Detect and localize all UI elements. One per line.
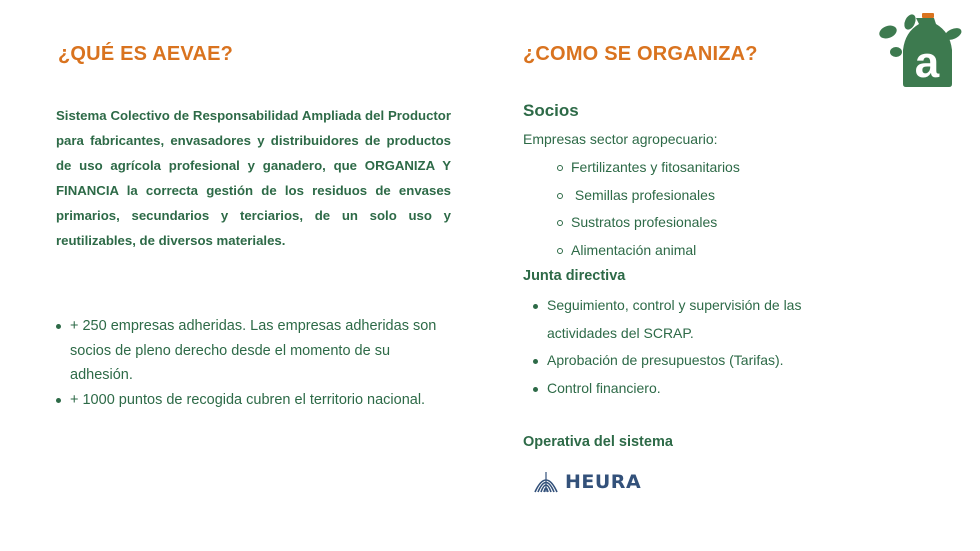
aevae-logo bbox=[874, 10, 968, 93]
bottle-leaves-logo-icon bbox=[874, 10, 968, 88]
list-item-text: Semillas profesionales bbox=[571, 186, 715, 203]
list-item-text: + 250 empresas adheridas. Las empresas adheridas son socios de pleno derecho desde el momento de su adhesión. bbox=[70, 318, 437, 383]
heura-logo bbox=[533, 470, 641, 494]
list-item-text: Aprobación de presupuestos (Tarifas). bbox=[547, 352, 784, 369]
circle-bullet-icon bbox=[557, 220, 563, 226]
circle-bullet-icon bbox=[557, 193, 563, 199]
list-item-text: Sustratos profesionales bbox=[571, 214, 718, 231]
heura-mark-icon bbox=[533, 470, 559, 494]
list-item bbox=[557, 209, 740, 237]
circle-bullet-icon bbox=[557, 165, 563, 171]
list-item-text: Alimentación animal bbox=[571, 242, 697, 259]
junta-directiva-heading: Junta directiva bbox=[523, 268, 626, 284]
junta-directiva-list bbox=[533, 292, 843, 403]
list-item bbox=[56, 314, 456, 388]
bullet-icon bbox=[533, 359, 538, 364]
circle-bullet-icon bbox=[557, 248, 563, 254]
heura-logo-text: HEURA bbox=[565, 471, 642, 493]
bullet-icon bbox=[56, 398, 61, 403]
list-item-text: + 1000 puntos de recogida cubren el territorio nacional. bbox=[70, 391, 426, 408]
socios-heading: Socios bbox=[523, 101, 579, 120]
operativa-heading: Operativa del sistema bbox=[523, 434, 673, 450]
list-item bbox=[533, 375, 843, 403]
section-title-que-es: ¿QUÉ ES AEVAE? bbox=[58, 43, 234, 65]
list-item bbox=[56, 388, 456, 413]
list-item bbox=[557, 237, 740, 265]
list-item-text: Control financiero. bbox=[547, 380, 661, 397]
list-item bbox=[533, 292, 843, 347]
svg-text:a: a bbox=[914, 38, 940, 87]
list-item bbox=[557, 154, 740, 182]
bullet-icon bbox=[533, 304, 538, 309]
list-item bbox=[557, 182, 740, 210]
section-title-como-se-organiza: ¿COMO SE ORGANIZA? bbox=[523, 43, 758, 65]
socios-sector-list bbox=[557, 154, 740, 265]
intro-paragraph: Sistema Colectivo de Responsabilidad Ampliada del Productor para fabricantes, envasadores y distribuidores de productos de uso agrícola profesional y ganadero, que ORGANIZA Y FINANCIA la correcta gestión de los residuos de envases primarios, secundarios y terciarios, de un solo uso y reutilizables, de diversos materiales. bbox=[56, 108, 451, 248]
bullet-icon bbox=[56, 324, 61, 329]
list-item-text: Seguimiento, control y supervisión de las actividades del SCRAP. bbox=[547, 297, 802, 341]
key-facts-list bbox=[56, 314, 456, 412]
bullet-icon bbox=[533, 387, 538, 392]
list-item bbox=[533, 347, 843, 375]
socios-description: Empresas sector agropecuario: bbox=[523, 131, 718, 147]
list-item-text: Fertilizantes y fitosanitarios bbox=[571, 159, 740, 175]
